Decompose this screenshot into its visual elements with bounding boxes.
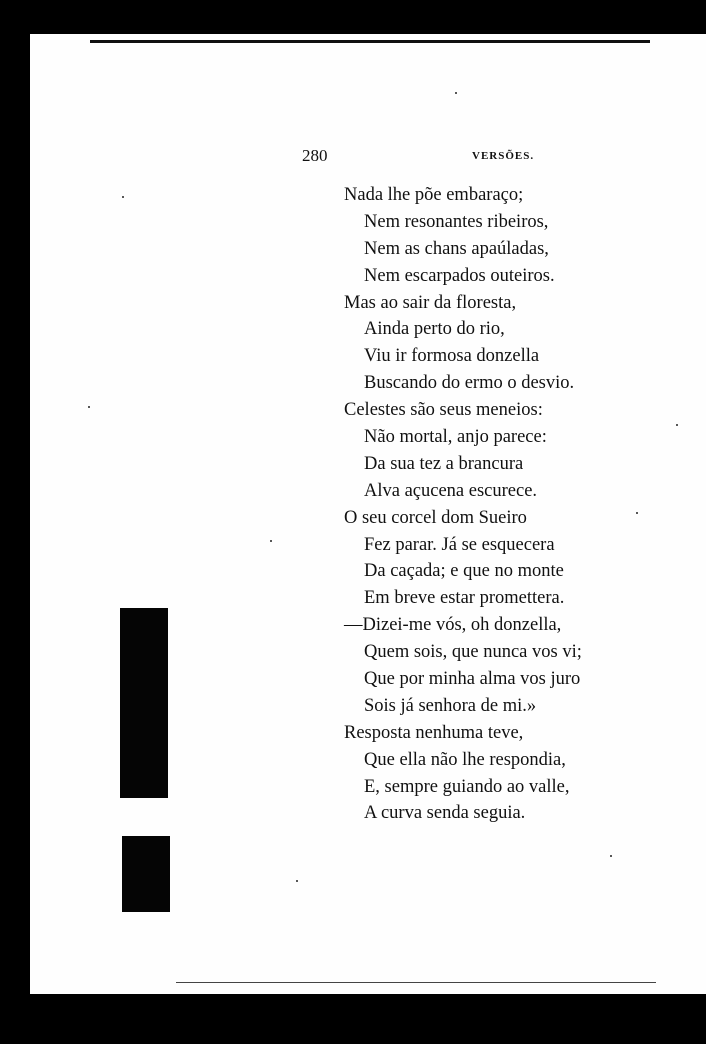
poem-line: Ainda perto do rio,: [364, 319, 505, 340]
page-number: 280: [302, 146, 328, 165]
poem-line: E, sempre guiando ao valle,: [364, 776, 570, 797]
poem-line: Não mortal, anjo parece:: [364, 427, 547, 448]
binding-mark-upper: [120, 608, 168, 798]
poem-line: Buscando do ermo o desvio.: [364, 373, 575, 394]
poem-line: O seu corcel dom Sueiro: [344, 507, 527, 528]
poem-line: Viu ir formosa donzella: [364, 346, 540, 367]
page-edge-shadow: [90, 40, 650, 43]
paper-speck: [88, 406, 90, 408]
poem-line: Alva açucena escurece.: [364, 480, 538, 501]
poem-line: Resposta nenhuma teve,: [344, 722, 524, 743]
poem-line: Celestes são seus meneios:: [344, 400, 543, 421]
poem-line: —Dizei-me vós, oh donzella,: [344, 615, 562, 636]
poem-line: Nem resonantes ribeiros,: [364, 211, 549, 232]
poem-line: Da sua tez a brancura: [364, 453, 524, 474]
poem-line: Fez parar. Já se esquecera: [364, 534, 555, 555]
poem-line: Quem sois, que nunca vos vi;: [364, 642, 582, 663]
scan-border-left: [0, 0, 30, 1044]
page-header: [302, 146, 562, 168]
paper-speck: [122, 196, 124, 198]
poem-line: Que por minha alma vos juro: [364, 669, 581, 690]
poem-line: Que ella não lhe respondia,: [364, 749, 566, 770]
poem-line: Sois já senhora de mi.»: [364, 695, 537, 716]
running-head: VERSÕES.: [472, 150, 535, 162]
paper-speck: [296, 880, 298, 882]
scan-border-bottom: [0, 994, 706, 1044]
scan-border-top: [0, 0, 706, 34]
poem-line: Nada lhe põe embaraço;: [344, 185, 524, 205]
poem-line: Da caçada; e que no monte: [364, 561, 564, 582]
paper-speck: [270, 540, 272, 542]
poem-line: Em breve estar promettera.: [364, 588, 565, 609]
poem-line: Nem as chans apaúladas,: [364, 238, 549, 259]
page-bottom-rule: [176, 982, 656, 983]
poem-line: Nem escarpados outeiros.: [364, 265, 555, 286]
poem-line: A curva senda seguia.: [364, 803, 526, 824]
paper-speck: [610, 855, 612, 857]
poem-body: [344, 182, 674, 827]
paper-speck: [455, 92, 457, 94]
poem-line: Mas ao sair da floresta,: [344, 292, 517, 313]
binding-mark-lower: [122, 836, 170, 912]
paper-speck: [676, 424, 678, 426]
